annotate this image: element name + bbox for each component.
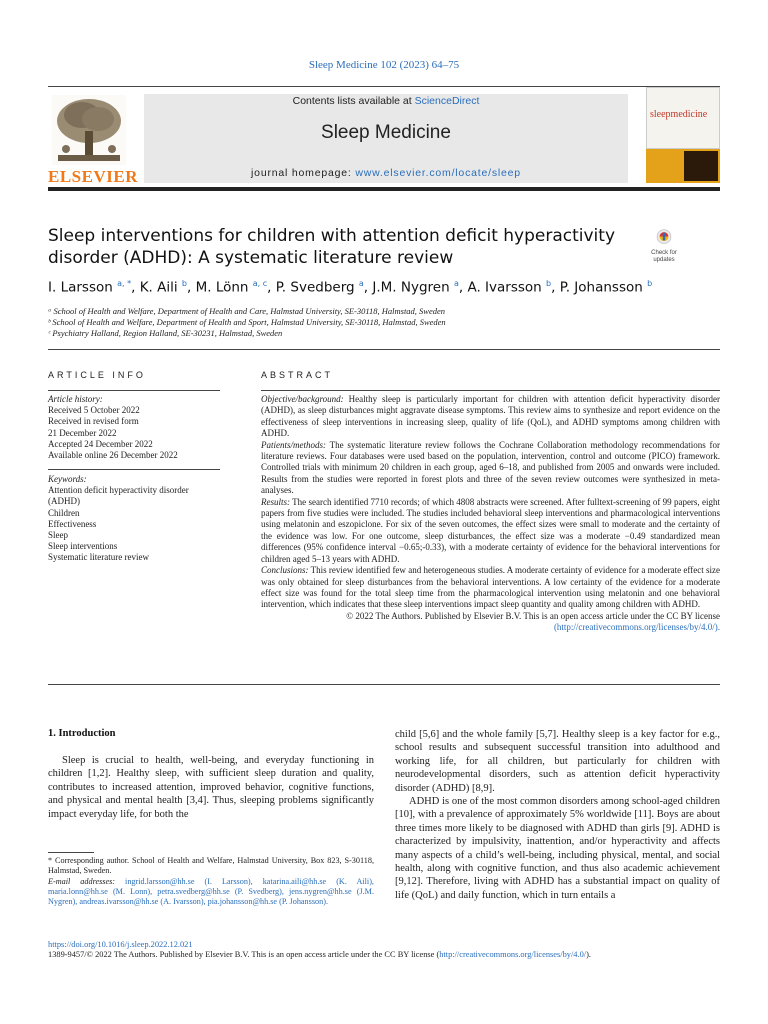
history-item: Accepted 24 December 2022	[48, 438, 153, 449]
keyword: Sleep interventions	[48, 541, 118, 552]
author-separator: ,	[131, 279, 140, 296]
affiliation-b: ᵇ School of Health and Welfare, Department of Health and Sport, Halmstad University, SE-30118, Halmstad, Sweden	[48, 317, 446, 327]
author-list	[48, 279, 728, 296]
history-item: 21 December 2022	[48, 427, 117, 438]
author-separator: ,	[458, 279, 468, 296]
cover-title: sleepmedicine	[650, 109, 708, 120]
author[interactable]: K. Aili	[139, 279, 178, 296]
abstract-heading: ABSTRACT	[261, 370, 334, 380]
sciencedirect-link[interactable]: ScienceDirect	[414, 95, 480, 107]
author-separator: ,	[267, 279, 276, 296]
corresponding-author-note: * Corresponding author. School of Health and Welfare, Halmstad University, Box 823, S-30118, Halmstad, Sweden.	[48, 856, 374, 876]
email-addresses: E-mail addresses: ingrid.larsson@hh.se (I. Larsson), katarina.aili@hh.se (K. Aili), maria.lonn@hh.se (M. Lonn), petra.svedberg@hh.se (P. Svedberg), jens.nygren@hh.se (J.M. Nygren), andreas.ivarsson@hh.se (A. Ivarsson), pia.johansson@hh.se (P. Johansson).	[48, 876, 374, 907]
divider	[48, 349, 720, 350]
abstract-conclusions: Conclusions: This review identified few and heterogeneous studies. A moderate certainty of evidence for a moderate effect size was only obtained for sleep disturbances from the behavioral interventions. A low certainty of the evidence for a moderate effect size was found for the total sleep time from the pharmacological intervention using melatonin and one behavioral intervention, which indicates that these sleep interventions impact sleep quantity and quality among children with ADHD.	[261, 565, 720, 610]
doi-link[interactable]: https://doi.org/10.1016/j.sleep.2022.12.021	[48, 940, 193, 949]
divider	[48, 684, 720, 685]
author-affiliation-marker[interactable]: b	[647, 279, 653, 288]
author[interactable]: A. Ivarsson	[467, 279, 542, 296]
history-item: Received in revised form	[48, 416, 139, 427]
author[interactable]: M. Lönn	[195, 279, 249, 296]
article-history	[48, 394, 220, 461]
keyword: Attention deficit hyperactivity disorder	[48, 485, 189, 496]
footnotes	[48, 856, 374, 907]
abstract-body	[261, 394, 720, 634]
intro-right-column	[395, 728, 720, 902]
homepage-link[interactable]: www.elsevier.com/locate/sleep	[355, 167, 521, 179]
author-affiliation-marker[interactable]: a	[358, 279, 364, 288]
author-separator: ,	[363, 279, 373, 296]
keywords	[48, 474, 220, 564]
divider	[48, 390, 220, 391]
author[interactable]: I. Larsson	[48, 279, 113, 296]
author[interactable]: P. Johansson	[559, 279, 643, 296]
keyword: (ADHD)	[48, 496, 80, 507]
keyword: Sleep	[48, 530, 68, 541]
author[interactable]: P. Svedberg	[275, 279, 355, 296]
article-title: Sleep interventions for children with attention deficit hyperactivity disorder (ADHD): A systematic literature review	[48, 226, 616, 268]
journal-cover-thumbnail[interactable]	[646, 87, 720, 183]
elsevier-logo[interactable]	[48, 93, 138, 186]
intro-paragraph: child [5,6] and the whole family [5,7]. Healthy sleep is a key factor for e.g., school results and subsequent successful transition into adulthood and working life, for all children, but particularly for children with neurodevelopmental disorders, such as attention deficit hyperactivity disorder (ADHD) [8,9].	[395, 729, 720, 794]
elsevier-tree-icon	[52, 95, 126, 165]
intro-paragraph: ADHD is one of the most common disorders among school-aged children [10], with a prevalence of approximately 5% worldwide [11]. Boys are about three times more likely to be diagnosed with ADHD than girls [9]. ADHD is characterized by impulsivity, inattention, and/or hyperactivity and affects many aspects of a child’s well-being, including physical, mental, and social health, along with cognitive function, and thus also academic achievement [9,12]. Therefore, living with ADHD has a substantial impact on quality of life (QoL) and daily function, which in turn entails a	[395, 796, 720, 901]
history-item: Available online 26 December 2022	[48, 450, 178, 461]
history-label: Article history:	[48, 394, 103, 404]
journal-citation[interactable]: Sleep Medicine 102 (2023) 64–75	[308, 59, 460, 71]
author-separator: ,	[551, 279, 560, 296]
elsevier-wordmark: ELSEVIER	[48, 167, 138, 186]
license-link[interactable]: (http://creativecommons.org/licenses/by/4.0/).	[553, 622, 720, 633]
article-info-heading: ARTICLE INFO	[48, 370, 146, 380]
journal-homepage: journal homepage: www.elsevier.com/locate/sleep	[251, 167, 521, 179]
keyword: Effectiveness	[48, 518, 97, 529]
journal-banner	[144, 94, 628, 183]
affiliation-a: ᵃ School of Health and Welfare, Department of Health and Care, Halmstad University, SE-30118, Halmstad, Sweden	[48, 306, 446, 316]
author-affiliation-marker[interactable]: b	[181, 279, 187, 288]
issn-line: 1389-9457/© 2022 The Authors. Published by Elsevier B.V. This is an open access article under the CC BY license (http://creativecommons.org/licenses/by/4.0/).	[48, 950, 591, 959]
footnote-divider	[48, 852, 94, 853]
author[interactable]: J.M. Nygren	[372, 279, 450, 296]
issn-license-link[interactable]: http://creativecommons.org/licenses/by/4.0/	[439, 950, 587, 959]
journal-title[interactable]: Sleep Medicine	[321, 122, 451, 143]
abstract-methods: Patients/methods: The systematic literature review follows the Cochrane Collaboration methodology recommendations for literature reviews. Four databases were used based on the population, intervention, control and outcome (PICO) framework. Controlled trials with minimum 20 children in each group, aged 6–18, and published from 2005 and onwards were included. Results from the studies were reported in forest plots and three of the seven review outcomes were synthesized in meta-analyses.	[261, 439, 720, 496]
author-affiliation-marker[interactable]: a	[453, 279, 459, 288]
keyword: Children	[48, 507, 80, 518]
history-item: Received 5 October 2022	[48, 405, 140, 416]
author-affiliation-marker[interactable]: b	[546, 279, 552, 288]
journal-header	[48, 86, 720, 191]
abstract-objective: Objective/background: Healthy sleep is particularly important for children with attention deficit hyperactivity disorder (ADHD), as sleep disturbances might aggravate disease symptoms. This review aims to synthesize and report evidence on the effectiveness of sleep interventions in increasing sleep, quality of life (QoL), and ADHD symptoms among children with ADHD.	[261, 394, 720, 439]
intro-paragraph: Sleep is crucial to health, well-being, and everyday functioning in children [1,2]. Healthy sleep, with sufficient sleep duration and quality, contributes to increased attention, improved behavior, cognitive functions, and physical and mental health [3,4]. Thus, sleeping problems significantly impact everyday life, for both the	[48, 755, 374, 820]
keywords-label: Keywords:	[48, 474, 87, 484]
intro-left-column	[48, 754, 374, 821]
crossmark-label: Check for updates	[651, 250, 677, 263]
divider	[48, 469, 220, 470]
author-separator: ,	[187, 279, 196, 296]
author-affiliation-marker[interactable]: a, c	[252, 279, 268, 288]
affiliation-c: ᶜ Psychiatry Halland, Region Halland, SE-30231, Halmstad, Sweden	[48, 328, 283, 338]
section-heading-introduction: 1. Introduction	[48, 728, 116, 739]
keyword: Systematic literature review	[48, 552, 149, 563]
author-affiliation-marker[interactable]: a, *	[117, 279, 132, 288]
contents-line: Contents lists available at ScienceDirect	[292, 95, 480, 107]
abstract-license: © 2022 The Authors. Published by Elsevier B.V. This is an open access article under the CC BY license (http://creativecommons.org/licenses/by/4.0/).	[346, 610, 720, 633]
abstract-results: Results: The search identified 7710 records; of which 4808 abstracts were screened. After fulltext-screening of 99 papers, eight papers from five studies were included. The studies included behavioral sleep interventions and pharmacological interventions using melatonin and eszopiclone. For six of the seven outcomes, the effect sizes were small to moderate and the certainty of the evidence was low. For one outcome, sleep disturbances, the effect size was a moderate −0.49 standardized mean differences (95% confidence interval −0.65;-0.33), with a moderate certainty of evidence for the behavioral interventions for children aged 5–13 years with ADHD.	[261, 496, 720, 564]
divider	[261, 390, 720, 391]
